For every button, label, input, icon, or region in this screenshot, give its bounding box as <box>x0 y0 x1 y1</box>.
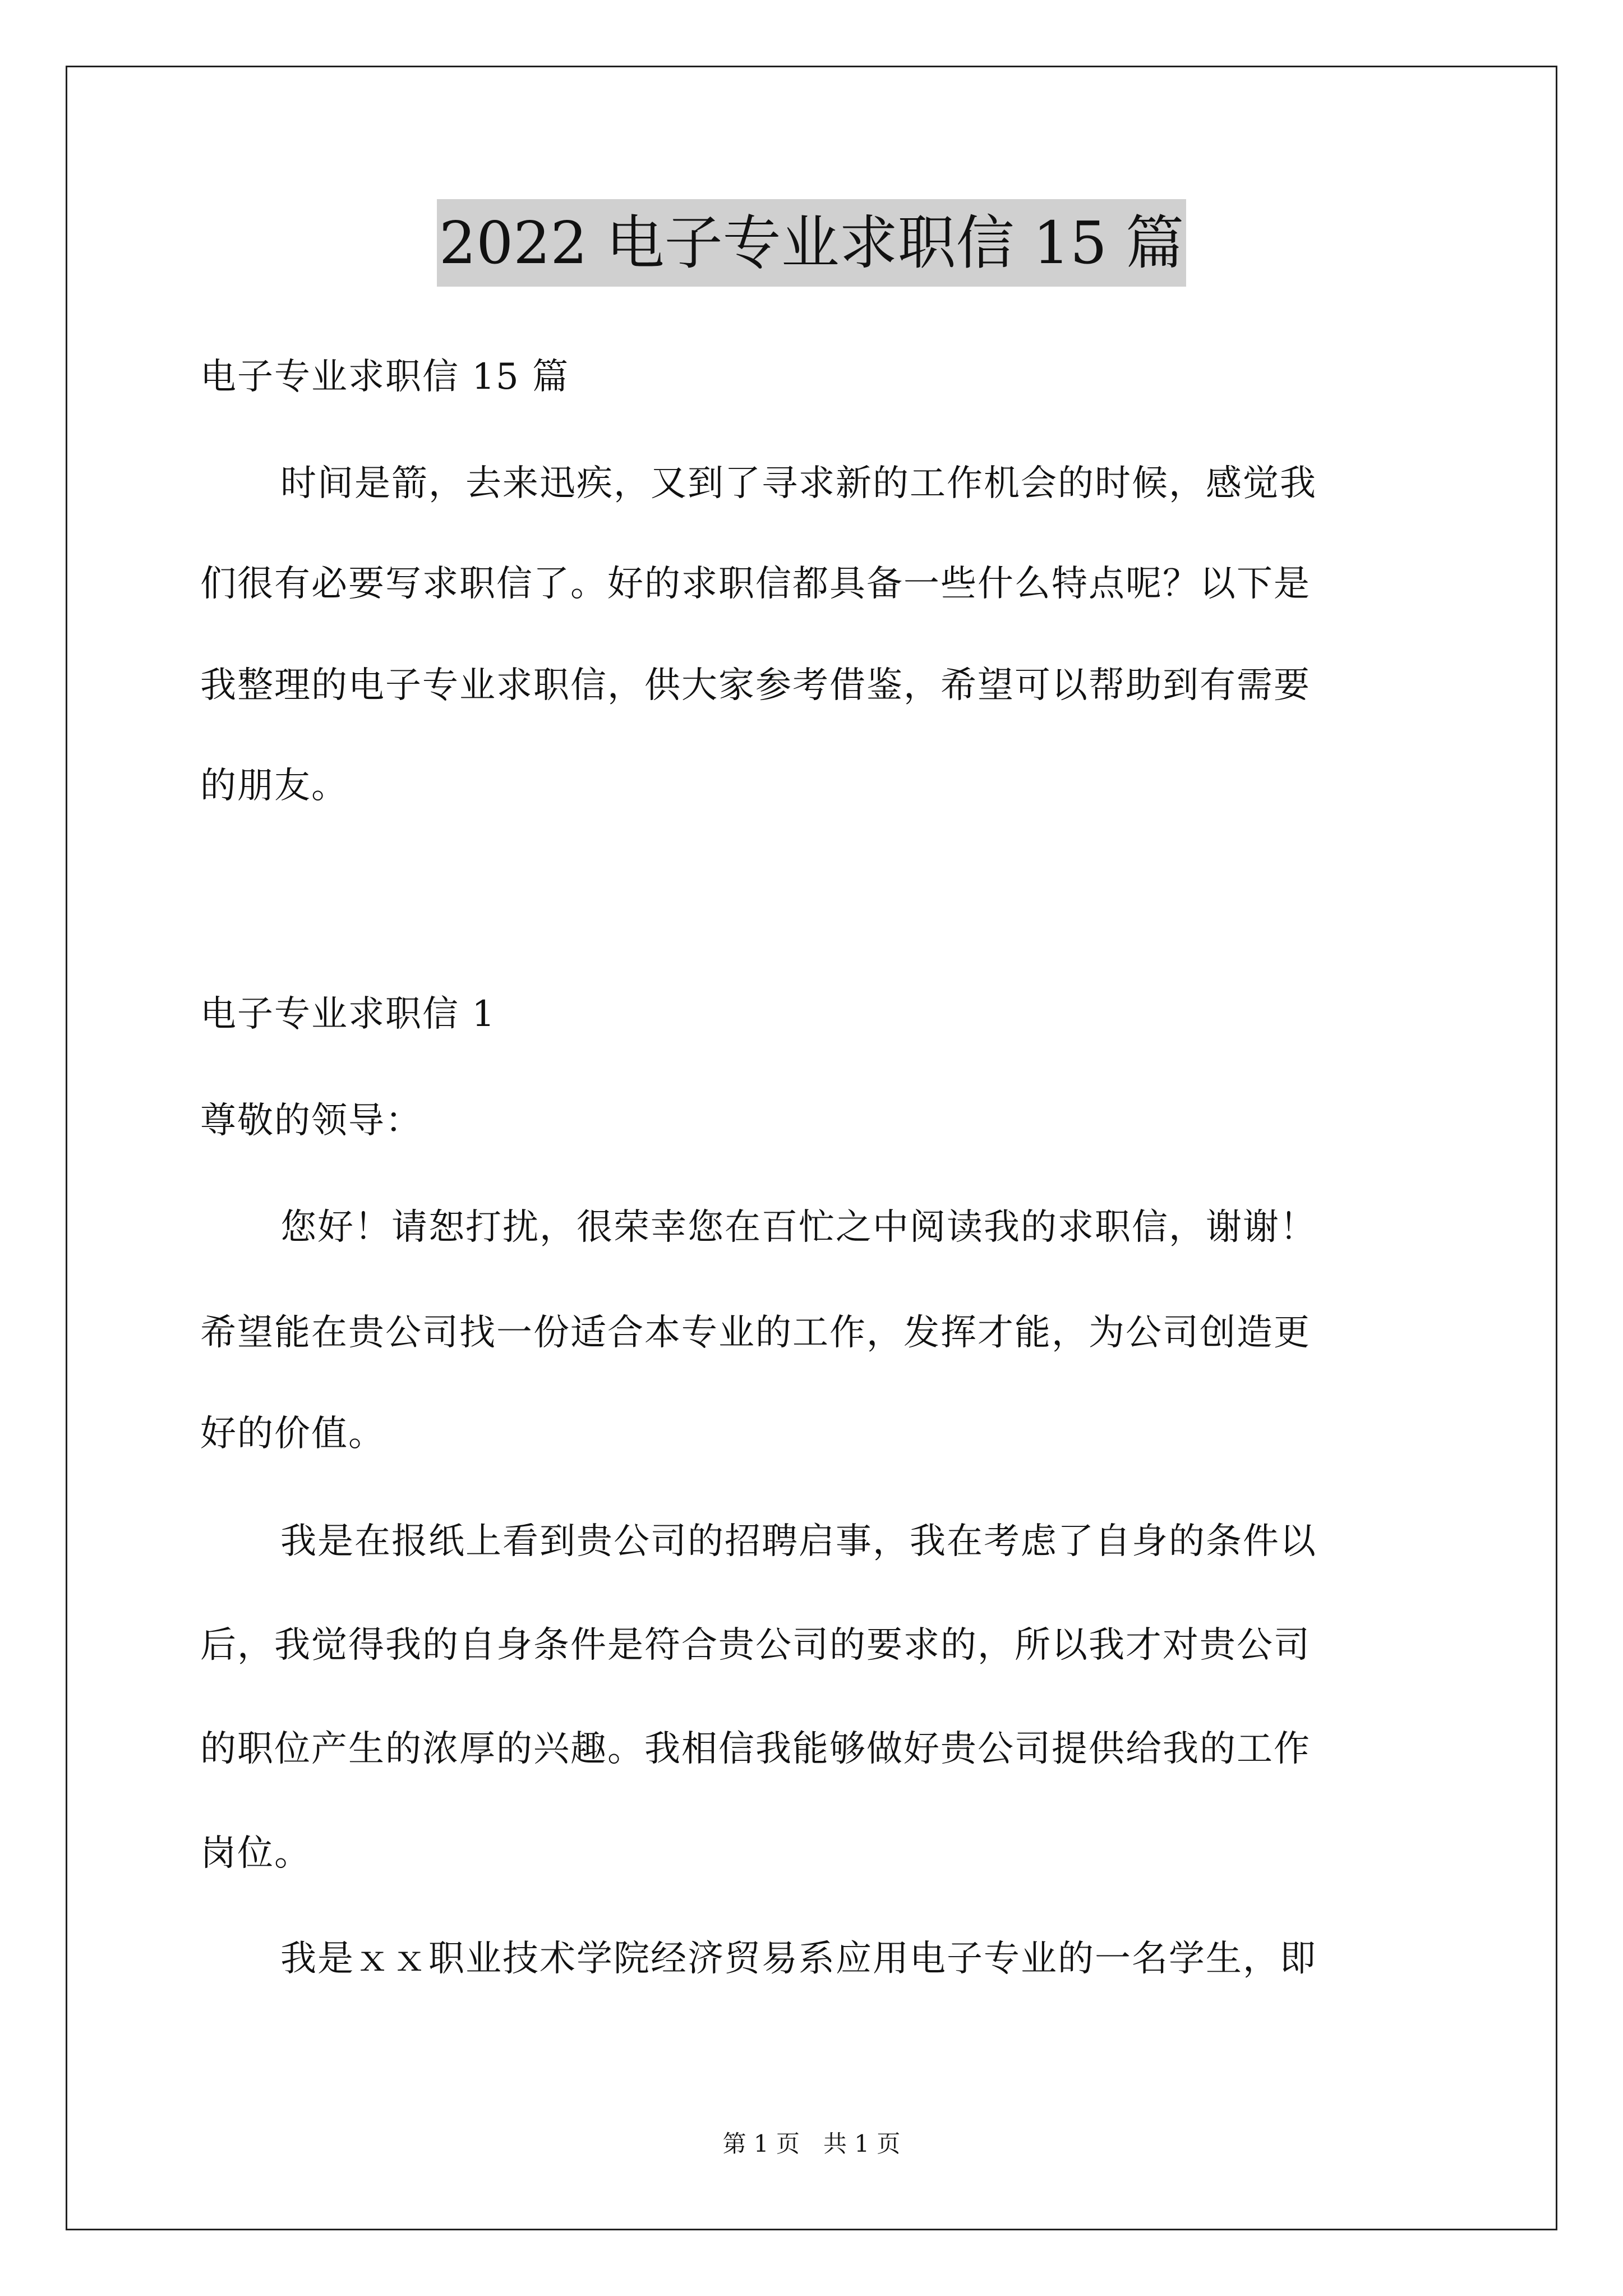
paragraph-line: 的职位产生的浓厚的兴趣。我相信我能够做好贵公司提供给我的工作 <box>200 1728 1311 1770</box>
salutation: 尊敬的领导： <box>200 1100 422 1142</box>
title-container <box>0 199 1623 287</box>
paragraph-line: 好的价值。 <box>200 1413 385 1455</box>
subtitle-line: 电子专业求职信 15 篇 <box>200 356 570 398</box>
paragraph-line: 后，我觉得我的自身条件是符合贵公司的要求的，所以我才对贵公司 <box>200 1625 1311 1666</box>
paragraph-line: 希望能在贵公司找一份适合本专业的工作，发挥才能，为公司创造更 <box>200 1312 1311 1354</box>
section-heading: 电子专业求职信 1 <box>200 993 496 1035</box>
paragraph-line: 我整理的电子专业求职信，供大家参考借鉴，希望可以帮助到有需要 <box>200 665 1311 706</box>
document-title: 2022 电子专业求职信 15 篇 <box>437 199 1186 287</box>
paragraph-line: 的朋友。 <box>200 765 348 807</box>
paragraph-line: 我是在报纸上看到贵公司的招聘启事，我在考虑了自身的条件以 <box>280 1521 1317 1562</box>
paragraph-line: 岗位。 <box>200 1833 311 1874</box>
paragraph-line: 您好！请恕打扰，很荣幸您在百忙之中阅读我的求职信，谢谢！ <box>280 1207 1317 1248</box>
paragraph-line: 时间是箭，去来迅疾，又到了寻求新的工作机会的时候，感觉我 <box>280 463 1317 504</box>
paragraph-line: 我是ｘｘ职业技术学院经济贸易系应用电子专业的一名学生，即 <box>280 1938 1317 1980</box>
paragraph-line: 们很有必要写求职信了。好的求职信都具备一些什么特点呢？以下是 <box>200 563 1311 605</box>
page-footer: 第 1 页 共 1 页 <box>722 2130 901 2157</box>
